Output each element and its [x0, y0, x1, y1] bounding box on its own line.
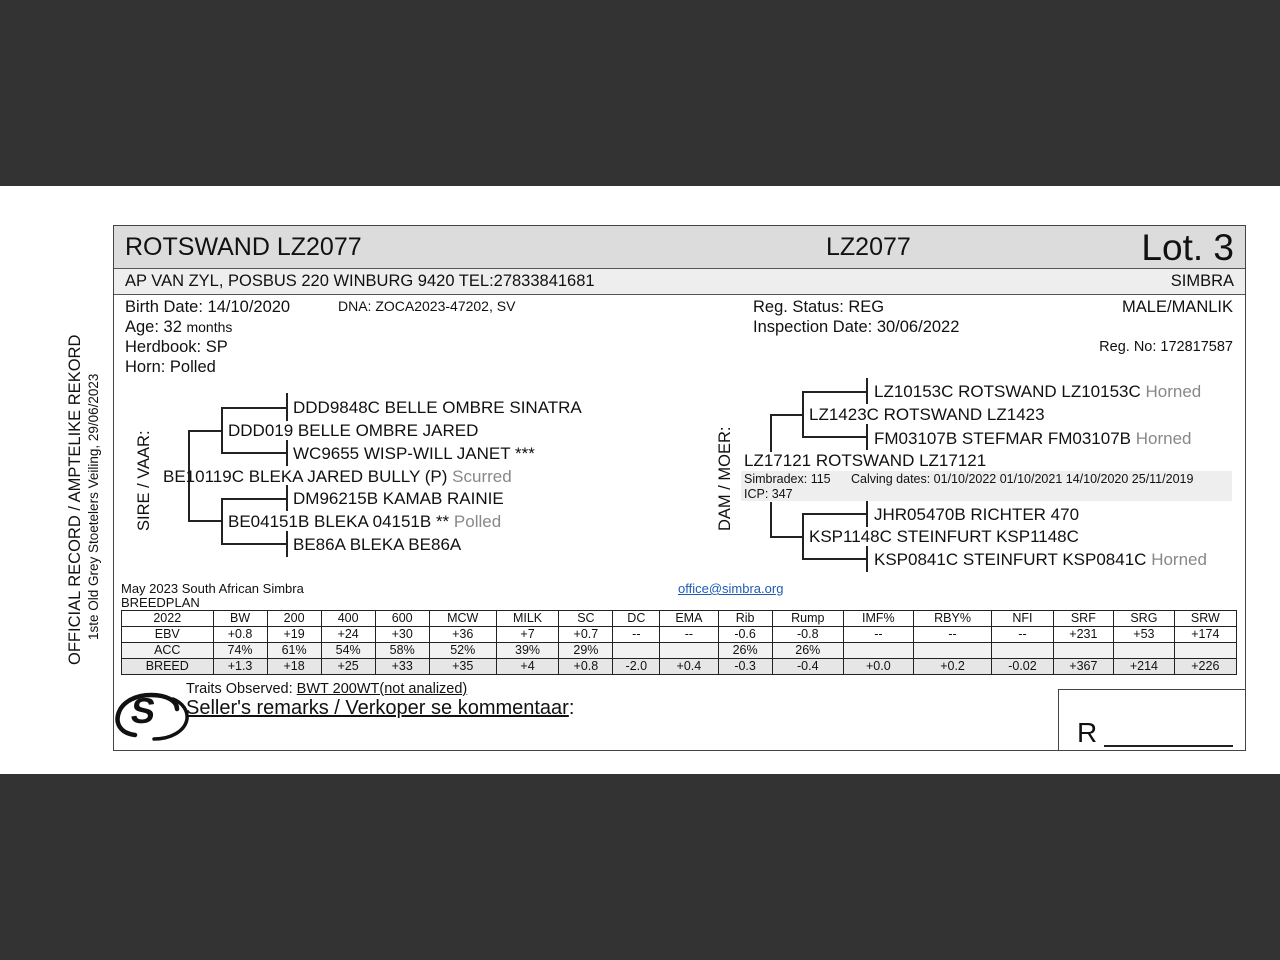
- sire-bracket-bottom: [188, 520, 221, 522]
- breedplan-source: May 2023 South African Simbra: [121, 581, 304, 596]
- dna-info: DNA: ZOCA2023-47202, SV: [338, 298, 516, 314]
- table-cell: DC: [613, 611, 660, 627]
- herdbook: Herdbook: SP: [125, 338, 228, 356]
- dam-sire-sire: [874, 382, 1201, 402]
- sex: MALE/MANLIK: [1122, 298, 1233, 316]
- table-cell: 200: [267, 611, 321, 627]
- table-cell: +0.0: [843, 659, 913, 675]
- table-cell: 600: [375, 611, 429, 627]
- sire-sire: DDD019 BELLE OMBRE JARED: [228, 421, 479, 440]
- dam-dam: KSP1148C STEINFURT KSP1148C: [809, 527, 1079, 546]
- age-unit: months: [186, 319, 233, 335]
- reg-status: Reg. Status: REG: [753, 298, 885, 316]
- sd-bracket-top: [221, 498, 287, 500]
- ddd-tick: [866, 546, 868, 572]
- animal-code: LZ2077: [826, 233, 911, 261]
- sire-sire-dam: WC9655 WISP-WILL JANET ***: [293, 444, 535, 463]
- table-cell: --: [843, 627, 913, 643]
- table-cell: +19: [267, 627, 321, 643]
- table-cell: 52%: [429, 643, 496, 659]
- age-value: Age: 32: [125, 318, 182, 336]
- calving-dates: Calving dates: 01/10/2022 01/10/2021 14/10/2020 25/11/2019: [851, 472, 1194, 486]
- dam-dam-dam-horn: Horned: [1151, 550, 1207, 569]
- sire-bracket-top: [188, 430, 221, 432]
- title-row: [114, 226, 1245, 269]
- table-cell: SRF: [1053, 611, 1114, 627]
- table-cell: [613, 643, 660, 659]
- dam-sire-dam-name: FM03107B STEFMAR FM03107B: [874, 429, 1131, 448]
- simbra-logo: [113, 689, 195, 741]
- sire-dam-dam: BE86A BLEKA BE86A: [293, 535, 462, 554]
- sdd-tick: [286, 531, 288, 557]
- row-label-cell: ACC: [122, 643, 214, 659]
- table-cell: +35: [429, 659, 496, 675]
- table-cell: --: [992, 627, 1053, 643]
- table-cell: +4: [496, 659, 559, 675]
- table-cell: NFI: [992, 611, 1053, 627]
- official-record-label: OFFICIAL RECORD / AMPTELIKE REKORD: [66, 334, 84, 665]
- simbradex: Simbradex: 115: [744, 472, 831, 486]
- table-cell: +0.4: [660, 659, 718, 675]
- sire-dam-name: BE04151B BLEKA 04151B **: [228, 512, 450, 531]
- table-cell: Rump: [772, 611, 843, 627]
- table-cell: SRG: [1114, 611, 1175, 627]
- sd-bracket: [221, 498, 223, 544]
- breedplan-table: [121, 610, 1237, 675]
- table-cell: +36: [429, 627, 496, 643]
- reg-number: Reg. No: 172817587: [1099, 339, 1233, 355]
- ss-bracket: [221, 407, 223, 453]
- ss-bracket-top: [221, 407, 287, 409]
- sale-label: 1ste Old Grey Stoetelers Veiling, 29/06/2023: [86, 373, 101, 640]
- table-cell: [843, 643, 913, 659]
- breed-label: SIMBRA: [1170, 272, 1234, 290]
- sss-tick: [286, 393, 288, 421]
- table-cell: [1174, 643, 1236, 659]
- table-cell: +0.2: [913, 659, 992, 675]
- header-row: [122, 611, 1237, 627]
- table-cell: Rib: [718, 611, 772, 627]
- dds-tick: [866, 501, 868, 527]
- table-cell: RBY%: [913, 611, 992, 627]
- sire: [163, 467, 512, 487]
- table-cell: +174: [1174, 627, 1236, 643]
- logo-letter: S: [128, 690, 158, 731]
- ds-bracket-bottom: [802, 436, 866, 438]
- dd-bracket: [802, 513, 804, 559]
- table-cell: +7: [496, 627, 559, 643]
- dam-bracket-upper: [770, 414, 772, 452]
- table-cell: +1.3: [213, 659, 267, 675]
- table-cell: +25: [321, 659, 375, 675]
- sire-dam-sire: DM96215B KAMAB RAINIE: [293, 489, 504, 508]
- table-cell: --: [913, 627, 992, 643]
- table-cell: -2.0: [613, 659, 660, 675]
- table-cell: [1053, 643, 1114, 659]
- dd-bracket-top: [802, 513, 866, 515]
- dd-bracket-bottom: [802, 558, 866, 560]
- dam-bracket-lower: [770, 502, 772, 536]
- sire-dam: [228, 512, 501, 532]
- table-cell: MILK: [496, 611, 559, 627]
- dsd-tick: [866, 424, 868, 450]
- lot-number: Lot. 3: [1141, 227, 1234, 268]
- table-cell: +30: [375, 627, 429, 643]
- dam-dam-dam: [874, 550, 1207, 570]
- traits-label: Traits Observed:: [186, 681, 293, 697]
- birth-date: Birth Date: 14/10/2020: [125, 298, 291, 316]
- table-cell: IMF%: [843, 611, 913, 627]
- inspection-date: Inspection Date: 30/06/2022: [753, 318, 960, 336]
- table-cell: 39%: [496, 643, 559, 659]
- table-cell: -0.02: [992, 659, 1053, 675]
- dam-sire-dam-horn: Horned: [1135, 429, 1192, 448]
- sellers-remarks: [186, 697, 574, 720]
- price-prefix: R: [1077, 717, 1098, 748]
- dam-sire-dam: [874, 429, 1191, 449]
- row-label-cell: 2022: [122, 611, 214, 627]
- sire-name: BE10119C BLEKA JARED BULLY (P): [163, 467, 448, 486]
- breedplan-label: BREEDPLAN: [121, 595, 200, 610]
- table-cell: +53: [1114, 627, 1175, 643]
- ebv-row: [122, 627, 1237, 643]
- table-cell: +367: [1053, 659, 1114, 675]
- traits-value: BWT 200WT(not analized): [296, 681, 468, 697]
- ds-bracket: [802, 391, 804, 437]
- table-cell: --: [660, 627, 718, 643]
- sire-horn: Scurred: [452, 467, 512, 486]
- remarks-colon: :: [568, 697, 575, 719]
- table-cell: +0.7: [559, 627, 613, 643]
- table-cell: 26%: [772, 643, 843, 659]
- dam-sire-sire-horn: Horned: [1145, 382, 1202, 401]
- table-cell: +226: [1174, 659, 1236, 675]
- table-cell: -0.3: [718, 659, 772, 675]
- table-cell: [660, 643, 718, 659]
- dam-sire-sire-name: LZ10153C ROTSWAND LZ10153C: [874, 382, 1141, 401]
- sire-sire-sire: DDD9848C BELLE OMBRE SINATRA: [293, 398, 582, 417]
- table-cell: 54%: [321, 643, 375, 659]
- row-label-cell: EBV: [122, 627, 214, 643]
- dam-label: DAM / MOER:: [716, 426, 734, 531]
- traits-observed: [186, 681, 467, 697]
- table-cell: +0.8: [559, 659, 613, 675]
- table-cell: +24: [321, 627, 375, 643]
- price-line[interactable]: [1104, 745, 1233, 747]
- table-cell: 61%: [267, 643, 321, 659]
- table-cell: -0.6: [718, 627, 772, 643]
- table-cell: EMA: [660, 611, 718, 627]
- table-cell: [1114, 643, 1175, 659]
- ssd-tick: [286, 440, 288, 466]
- dam-sire: LZ1423C ROTSWAND LZ1423: [809, 405, 1045, 424]
- breed-row: [122, 659, 1237, 675]
- dam-bracket-bottom: [770, 536, 803, 538]
- table-cell: [913, 643, 992, 659]
- table-cell: +0.8: [213, 627, 267, 643]
- table-cell: SRW: [1174, 611, 1236, 627]
- acc-row: [122, 643, 1237, 659]
- table-cell: BW: [213, 611, 267, 627]
- animal-name: ROTSWAND LZ2077: [125, 233, 362, 261]
- table-cell: --: [613, 627, 660, 643]
- office-email-link[interactable]: office@simbra.org: [678, 581, 784, 596]
- table-cell: [992, 643, 1053, 659]
- table-cell: 29%: [559, 643, 613, 659]
- table-cell: -0.4: [772, 659, 843, 675]
- table-cell: 58%: [375, 643, 429, 659]
- table-cell: -0.8: [772, 627, 843, 643]
- table-cell: +231: [1053, 627, 1114, 643]
- dam-dam-dam-name: KSP0841C STEINFURT KSP0841C: [874, 550, 1147, 569]
- icp: ICP: 347: [744, 487, 793, 501]
- table-cell: 400: [321, 611, 375, 627]
- age: [125, 318, 232, 337]
- row-label-cell: BREED: [122, 659, 214, 675]
- sire-label: SIRE / VAAR:: [135, 430, 153, 531]
- sd-bracket-bottom: [221, 543, 287, 545]
- table-cell: +18: [267, 659, 321, 675]
- table-cell: 26%: [718, 643, 772, 659]
- dam-dam-sire: JHR05470B RICHTER 470: [874, 505, 1080, 524]
- table-cell: MCW: [429, 611, 496, 627]
- table-cell: +33: [375, 659, 429, 675]
- sds-tick: [286, 485, 288, 511]
- horn-status: Horn: Polled: [125, 358, 216, 376]
- table-cell: SC: [559, 611, 613, 627]
- sire-dam-horn: Polled: [453, 512, 502, 531]
- ss-bracket-bottom: [221, 452, 287, 454]
- table-cell: +214: [1114, 659, 1175, 675]
- ds-bracket-top: [802, 391, 866, 393]
- owner-info: AP VAN ZYL, POSBUS 220 WINBURG 9420 TEL:27833841681: [125, 272, 595, 290]
- dam-bracket-top: [770, 414, 803, 416]
- dam: LZ17121 ROTSWAND LZ17121: [744, 451, 987, 470]
- owner-row: [114, 269, 1245, 295]
- table-cell: 74%: [213, 643, 267, 659]
- dss-tick: [866, 378, 868, 404]
- remarks-label: Seller's remarks / Verkoper se kommentaar: [186, 697, 569, 719]
